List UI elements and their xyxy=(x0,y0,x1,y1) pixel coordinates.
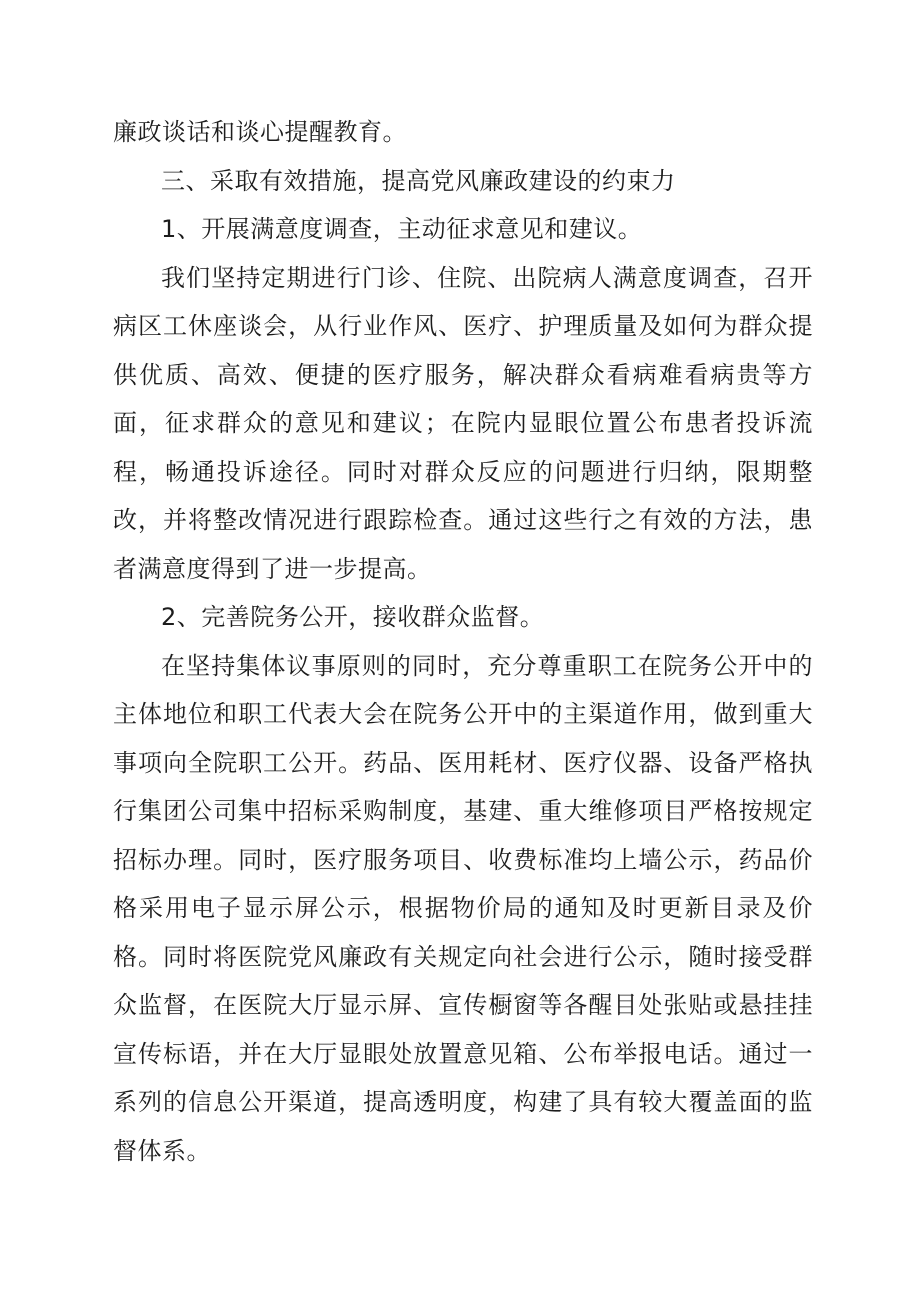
section-heading-3: 三、采取有效措施，提高党风廉政建设的约束力 xyxy=(161,166,676,195)
subheading-2: 2、完善院务公开，接收群众监督。 xyxy=(161,603,545,631)
paragraph-hospital-affairs: 在坚持集体议事原则的同时，充分尊重职工在院务公开中的主体地位和职工代表大会在院务公开中的主渠道作用，做到重大事项向全院职工公开。药品、医用耗材、医疗仪器、设备严格执行集团公司集中招标采购制度，基建、重大维修项目严格按规定招标办理。同时，医疗服务项目、收费标准均上墙公示，药品价格采用电子显示屏公示，根据物价局的通知及时更新目录及价格。同时将医院党风廉政有关规定向社会进行公示，随时接受群众监督，在医院大厅显示屏、宣传橱窗等各醒目处张贴或悬挂挂宣传标语，并在大厅显眼处放置意见箱、公布举报电话。通过一系列的信息公开渠道，提高透明度，构建了具有较大覆盖面的监督体系。 xyxy=(113,651,813,1165)
document-body xyxy=(113,108,813,1175)
subheading-1: 1、开展满意度调查，主动征求意见和建议。 xyxy=(161,215,643,243)
paragraph-satisfaction-survey: 我们坚持定期进行门诊、住院、出院病人满意度调查，召开病区工休座谈会，从行业作风、医疗、护理质量及如何为群众提供优质、高效、便捷的医疗服务，解决群众看病难看病贵等方面，征求群众的意见和建议；在院内显眼位置公布患者投诉流程，畅通投诉途径。同时对群众反应的问题进行归纳，限期整改，并将整改情况进行跟踪检查。通过这些行之有效的方法，患者满意度得到了进一步提高。 xyxy=(113,263,813,583)
paragraph-continuation: 廉政谈话和谈心提醒教育。 xyxy=(113,118,407,146)
